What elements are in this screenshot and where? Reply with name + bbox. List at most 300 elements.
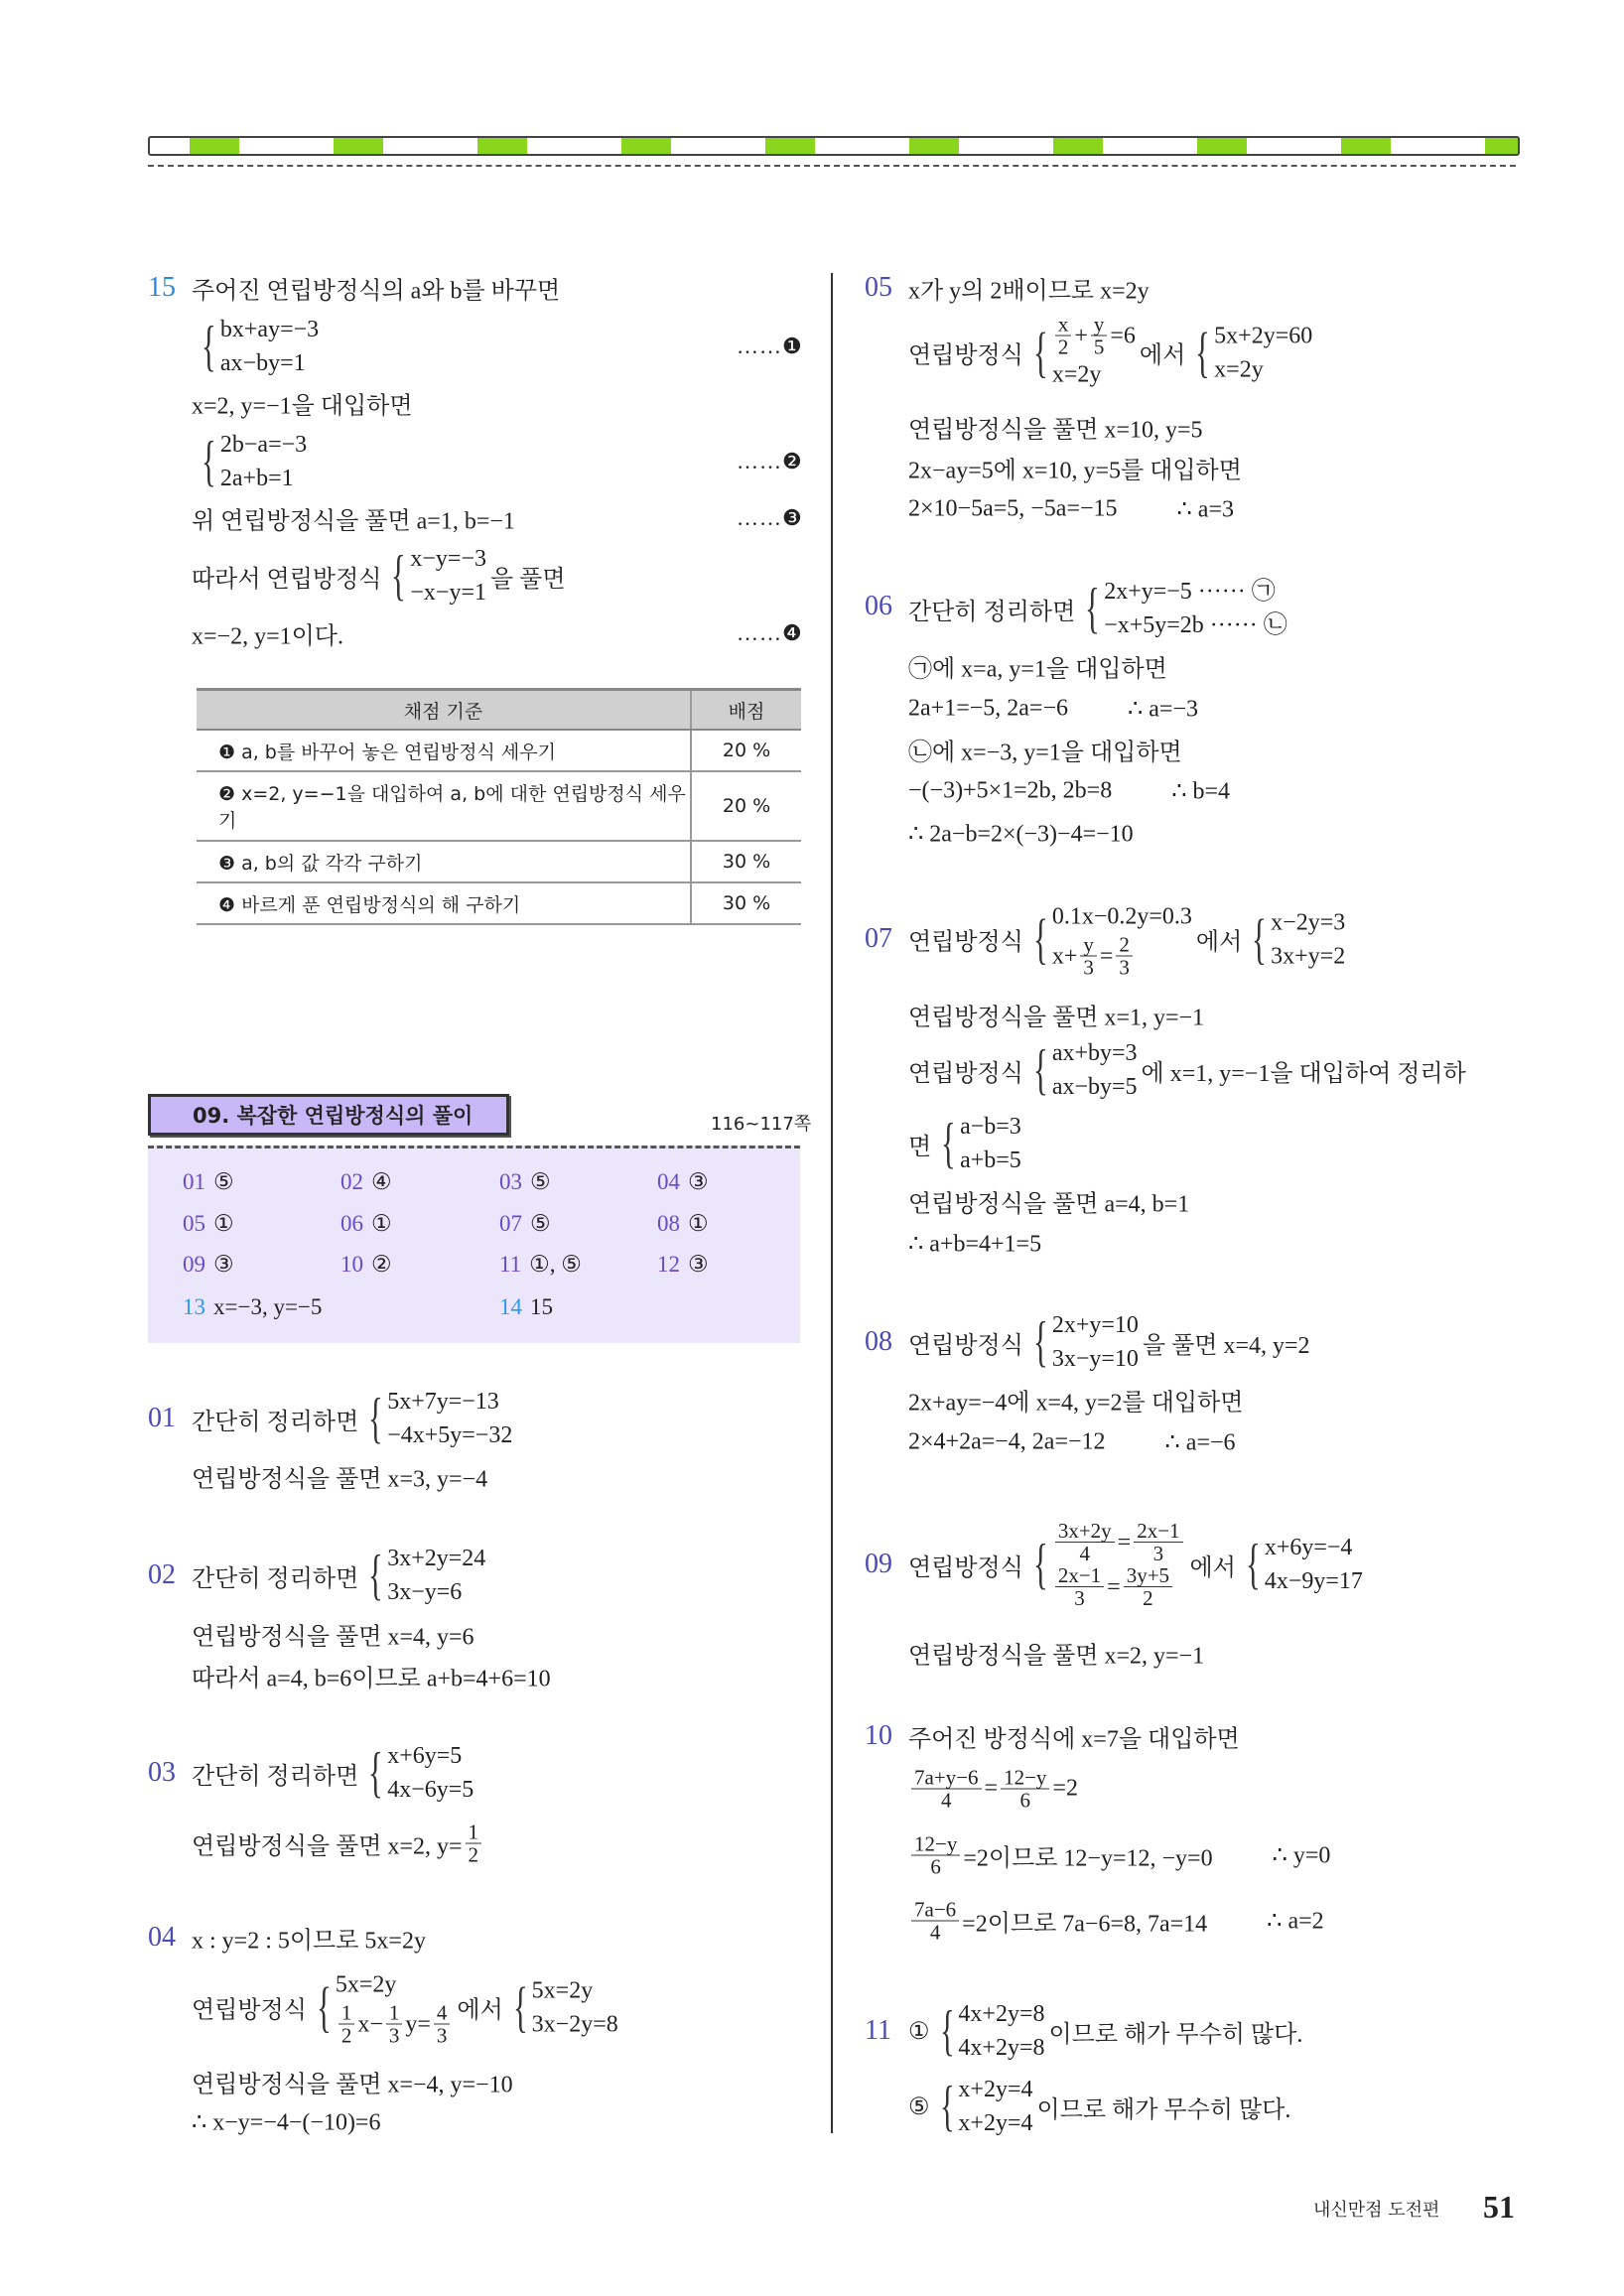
solution-line [908,1110,1025,1177]
solution-line [908,314,1316,392]
solution-line [192,1459,487,1494]
answer-value: x=−3, y=−5 [213,1294,323,1319]
numerator: x [1055,314,1072,337]
equation-system [1027,900,1192,979]
step-marker-1: ……❶ [737,334,803,358]
text-run: 주어진 방정식에 x=7을 대입하면 [908,1726,1240,1753]
text-run: 3x−2y=8 [531,2011,618,2037]
answer-value: ⑤ [213,1169,234,1194]
criteria-cell: ❶ a, b를 바꾸어 놓은 연립방정식 세우기 [197,730,691,771]
system-lines [958,2073,1032,2140]
answer-item [183,1211,234,1237]
criteria-cell: ❷ x=2, y=−1을 대입하여 a, b에 대한 연립방정식 세우기 [197,771,691,841]
numerator: 2x−1 [1055,1564,1104,1587]
text-run: 4x+2y=8 [958,2001,1045,2027]
system-lines [532,1973,618,2041]
left-brace: { [1032,1311,1048,1373]
text-run: 면 [908,1134,932,1160]
text-run: 에 x=1, y=−1을 대입하여 정리하 [1141,1060,1466,1087]
text-run: 연립방정식 [908,929,1023,956]
text-run: −(−3)+5×1=2b, 2b=8 [908,777,1113,804]
equation [1052,358,1136,392]
equation [387,1575,485,1609]
system-lines [410,542,486,609]
equation [1104,575,1287,608]
answer-value: ② [371,1252,392,1277]
text-run: a+b=5 [960,1148,1021,1173]
text-run: 에서 [1139,342,1186,369]
text-run: ① [908,2018,930,2045]
equation [220,428,307,462]
answer-item [499,1169,551,1195]
answer-item [499,1211,551,1237]
conclusion-text: ∴ b=4 [1171,778,1231,805]
equation-system [1246,905,1345,973]
text-run: 연립방정식 [908,342,1023,369]
denominator: 3 [1083,955,1094,980]
text-run: −x+5y=2b ······ ㉡ [1104,612,1287,638]
denominator: 4 [1079,1542,1090,1565]
equation [387,1385,512,1418]
solution-line [908,1997,1302,2065]
step-marker-3: ……❸ [737,505,803,530]
system-lines [1052,1036,1138,1104]
equation [1052,934,1192,979]
table-row [197,730,801,771]
text-run: x : y=2 : 5이므로 5x=2y [192,1928,426,1955]
solution-line [908,649,1167,684]
answer-number: 06 [340,1211,363,1236]
text-run: 2×10−5a=5, −5a=−15 [908,495,1118,522]
conclusion-text: ∴ y=0 [1272,1842,1331,1869]
solution-line [192,2065,513,2099]
answer-number: 01 [183,1169,205,1194]
denominator: 3 [1119,955,1130,980]
text-run: 연립방정식을 풀면 x=10, y=5 [908,417,1203,444]
left-brace: { [1252,908,1268,970]
denominator: 5 [1093,335,1105,359]
equation-system [935,1110,1021,1177]
equation [410,542,486,576]
fraction [1055,314,1072,358]
answer-number: 02 [340,1169,363,1194]
fraction [1134,1520,1182,1564]
equation-system [362,1542,485,1609]
equation [1052,1070,1138,1104]
equation [1271,939,1345,973]
equation-system [311,1968,453,2047]
equation-system [362,1739,474,1807]
column-header-criteria: 채점 기준 [197,690,691,731]
text-run: x=−2, y=1이다. [192,623,343,650]
text-run: 2a+b=1 [219,466,294,491]
text-run: 2x−ay=5에 x=10, y=5를 대입하면 [908,458,1242,484]
answer-item [183,1294,322,1320]
text-run: x=2y [1051,361,1102,388]
left-brace: { [1032,1534,1048,1595]
answer-number: 11 [499,1252,522,1277]
table-header-row [197,690,801,731]
column-header-points: 배점 [691,690,801,731]
equation [1214,352,1312,386]
equation-system [385,542,486,609]
equation [958,2073,1032,2106]
system-lines [1052,1308,1139,1376]
text-run: 4x+2y=8 [958,2035,1045,2061]
answer-item [657,1211,709,1237]
left-brace: { [1032,1039,1048,1101]
answer-number: 07 [499,1211,522,1236]
points-cell: 20 % [691,730,801,771]
solution-line [908,1383,1243,1418]
text-run: 연립방정식을 풀면 x=4, y=6 [192,1624,474,1651]
text-run: 연립방정식 [192,1997,307,2024]
denominator: 2 [340,2023,352,2048]
numerator: 7a−6 [911,1899,959,1922]
fraction [1080,934,1097,979]
text-run: 3x−y=10 [1051,1346,1139,1372]
solution-line [908,271,1150,306]
fraction [1001,1767,1049,1812]
table-row [197,771,801,841]
scoring-table [197,688,801,925]
text-run: = [984,1775,999,1802]
system-lines [387,1385,512,1452]
solution-line [908,2073,1290,2140]
text-run: x−2y=3 [1271,909,1346,935]
conclusion-text: ∴ a=2 [1267,1908,1324,1935]
text-run: 에서 [1189,1554,1236,1581]
denominator: 4 [941,1788,952,1813]
solution-line [908,1833,1330,1878]
fraction [911,1899,959,1944]
left-brace: { [1032,322,1048,383]
problem-number: 08 [865,1326,892,1357]
text-run: 연립방정식 [908,1554,1023,1581]
equation [1265,1531,1363,1564]
equation [1104,608,1287,642]
text-run: 연립방정식을 풀면 x=2, y=−1 [908,1643,1205,1670]
equation-system [1079,575,1286,642]
text-run: 이므로 해가 무수히 많다. [1036,2096,1291,2123]
answer-item [340,1211,392,1237]
solution-line [908,1719,1240,1754]
numerator: 4 [434,2002,451,2025]
problem-number: 15 [148,272,176,303]
text-run: 이므로 해가 무수히 많다. [1048,2021,1303,2048]
text-run: 4x−6y=5 [387,1777,474,1803]
left-brace: { [368,1545,384,1606]
denominator: 6 [930,1854,941,1879]
answer-value: ① [213,1211,234,1236]
text-run: 3x−y=6 [387,1579,463,1605]
system-lines [1104,575,1287,642]
solution-line [192,1542,489,1609]
text-run: 간단히 정리하면 [192,1565,359,1592]
solution-line [192,1921,426,1956]
problem-number: 05 [865,272,892,303]
text-run: ax−by=1 [219,350,306,376]
equation [410,576,486,609]
left-brace: { [1032,908,1048,970]
left-brace: { [939,2000,955,2062]
left-brace: { [391,545,407,607]
solution-line [908,1899,1324,1944]
answer-item [499,1294,553,1320]
equation-system [934,1997,1045,2065]
numerator: 1 [338,2002,355,2025]
fraction [434,2002,451,2047]
solution-line [908,1230,1041,1259]
text-run: 따라서 a=4, b=6이므로 a+b=4+6=10 [192,1666,551,1692]
equation-system [1027,1036,1138,1104]
text-run: x=2y [1214,356,1264,382]
text-run: =2이므로 7a−6=8, 7a=14 [962,1911,1208,1938]
text-run: x=2, y=−1을 대입하면 [192,393,413,420]
left-brace: { [202,431,216,492]
system-lines [1271,905,1345,973]
solution-line [908,1767,1078,1812]
answer-item [340,1252,392,1278]
problem-number: 07 [865,923,892,954]
answer-value: 15 [530,1294,553,1319]
text-run: 2×4+2a=−4, 2a=−12 [908,1428,1106,1455]
problem-number: 04 [148,1922,176,1953]
equation [1052,1036,1138,1070]
equation-system [934,2073,1033,2140]
equation [387,1542,485,1575]
solution-line [908,695,1198,724]
equation [1052,314,1136,358]
system-lines [387,1739,474,1807]
text-run: 2b−a=−3 [219,432,308,458]
text-run: 2x+ay=−4에 x=4, y=2를 대입하면 [908,1390,1244,1417]
solution-line [908,1636,1204,1671]
text-run: 간단히 정리하면 [908,599,1076,625]
text-run: 을 풀면 x=4, y=2 [1142,1332,1310,1359]
numerator: 12−y [1001,1767,1049,1790]
equation [1052,900,1192,934]
equation [336,1968,454,2002]
step-marker-2: ……❷ [737,449,803,473]
solution-line [192,2108,380,2137]
equation-system [196,313,319,380]
text-run: ㉡에 x=−3, y=1을 대입하면 [908,740,1182,766]
text-run: x+2y=4 [958,2110,1033,2136]
system-lines [220,428,307,495]
numerator: 3y+5 [1124,1564,1172,1587]
solution-line [192,1385,516,1452]
problem-number: 02 [148,1559,176,1590]
solution-line [908,451,1242,485]
left-brace: { [512,1976,528,2038]
equation [532,1973,618,2007]
denominator: 4 [929,1920,941,1945]
solution-line [908,998,1204,1032]
text-run: 연립방정식 [908,1060,1023,1087]
text-run: ax−by=5 [1051,1074,1138,1100]
criteria-cell: ❸ a, b의 값 각각 구하기 [197,841,691,882]
solution-line [908,733,1182,767]
fraction [1055,1564,1104,1609]
step-marker-4: ……❹ [737,620,803,645]
points-cell: 30 % [691,841,801,882]
equation [1052,1308,1139,1342]
answer-number: 09 [183,1252,205,1277]
equation [336,2002,454,2047]
equation [958,1997,1044,2031]
solution-line [192,1617,474,1652]
solution-line [192,386,413,421]
answer-item [340,1169,392,1195]
system-lines [1265,1531,1363,1598]
answer-item [183,1169,234,1195]
fraction [1116,934,1133,979]
solution-line [192,542,566,609]
system-lines [958,1997,1044,2065]
numerator: y [1080,934,1097,957]
text-run: 에서 [457,1997,503,2024]
system-lines [1052,900,1192,979]
solution-line [908,1428,1236,1457]
text-run: 2x+y=10 [1051,1312,1139,1338]
equation-system [362,1385,512,1452]
solution-line [908,1184,1189,1219]
numerator: 7a+y−6 [911,1767,982,1790]
left-brace: { [1195,322,1211,383]
equation-system [1027,1308,1139,1376]
denominator: 2 [1057,335,1069,359]
top-decorative-border [148,136,1520,156]
numerator: 2x−1 [1134,1520,1182,1543]
conclusion-text: ∴ a=−6 [1164,1429,1236,1456]
text-run: bx+ay=−3 [219,317,320,342]
answer-value: ⑤ [530,1211,551,1236]
system-lines [387,1542,485,1609]
points-cell: 20 % [691,771,801,841]
answer-value: ⑤ [530,1169,551,1194]
column-divider [831,273,833,2133]
left-brace: { [1245,1534,1261,1595]
equation-system [1189,319,1312,386]
fraction [911,1767,982,1812]
table-row [197,841,801,882]
answer-number: 08 [657,1211,680,1236]
text-run: ⑤ [908,2093,930,2120]
fraction [466,1822,482,1866]
solution-line [192,1822,484,1866]
answer-item [657,1169,709,1195]
text-run: 5x+2y=60 [1214,323,1313,348]
equation-system [1027,314,1136,392]
answer-number: 04 [657,1169,680,1194]
text-run: 에서 [1195,929,1243,956]
equation [387,1418,512,1452]
equation [958,2106,1032,2140]
equation [532,2007,618,2041]
solution-line [908,495,1234,524]
text-run: 3x+y=2 [1271,943,1346,969]
problem-number: 11 [865,2015,891,2046]
answer-number: 13 [183,1294,205,1319]
text-run: =6 [1110,323,1136,348]
solution-line [192,501,515,536]
text-run: ∴ 2a−b=2×(−3)−4=−10 [908,821,1134,848]
text-run: 4x−9y=17 [1264,1568,1363,1594]
equation [1052,1342,1139,1376]
text-run: = [1117,1529,1132,1555]
problem-number: 10 [865,1720,892,1751]
solution-line [908,1308,1310,1376]
text-run: 따라서 연립방정식 [192,566,382,593]
equation [387,1739,474,1773]
system-lines [1052,1520,1186,1609]
text-run: + [1074,323,1088,348]
text-run: x+2y=4 [958,2077,1033,2102]
text-run: 간단히 정리하면 [192,1763,359,1790]
numerator: 12−y [911,1833,960,1856]
equation [1052,1520,1186,1564]
text-run: 연립방정식을 풀면 x=3, y=−4 [192,1466,488,1493]
solution-line [192,313,323,380]
system-lines [1214,319,1312,386]
text-run: = [1099,943,1114,969]
answer-number: 10 [340,1252,363,1277]
text-run: 위 연립방정식을 풀면 a=1, b=−1 [192,508,515,535]
numerator: 3x+2y [1055,1520,1115,1543]
equation-system [1027,1520,1186,1609]
denominator: 2 [468,1842,479,1867]
text-run: 5x=2y [531,1977,594,2003]
problem-number: 03 [148,1757,176,1788]
denominator: 3 [436,2023,448,2048]
book-title: 내신만점 도전편 [1313,2200,1440,2221]
top-dashed-rule [148,165,1516,167]
system-lines [220,313,319,380]
text-run: ∴ x−y=−4−(−10)=6 [192,2109,381,2136]
page-number: 51 [1483,2189,1515,2225]
answer-number: 12 [657,1252,680,1277]
text-run: x+6y=5 [387,1743,463,1769]
equation [958,2031,1044,2065]
system-lines [960,1110,1021,1177]
text-run: 연립방정식 [908,1332,1023,1359]
solution-line [908,820,1134,849]
problem-number: 09 [865,1549,892,1579]
text-run: 2x+y=−5 ······ ㉠ [1104,579,1276,605]
conclusion-text: ∴ a=−3 [1127,696,1198,723]
solution-line [192,1968,622,2047]
denominator: 6 [1019,1788,1030,1813]
answer-item [499,1252,582,1278]
text-run: ax+by=3 [1051,1040,1138,1066]
answer-value: ③ [688,1252,709,1277]
equation [220,462,307,495]
section-title: 09. 복잡한 연립방정식의 풀이 [148,1094,509,1136]
solution-line [192,271,560,306]
fraction [386,2002,403,2047]
solution-line [192,1739,477,1807]
text-run: 을 풀면 [489,566,566,593]
answer-item [657,1252,709,1278]
left-brace: { [368,1742,384,1804]
text-run: =2 [1052,1775,1078,1802]
equation [1052,1564,1186,1609]
answer-number: 03 [499,1169,522,1194]
text-run: −4x+5y=−32 [387,1422,513,1448]
text-run: ㉠에 x=a, y=1을 대입하면 [908,656,1167,683]
text-run: = [1107,1573,1121,1600]
